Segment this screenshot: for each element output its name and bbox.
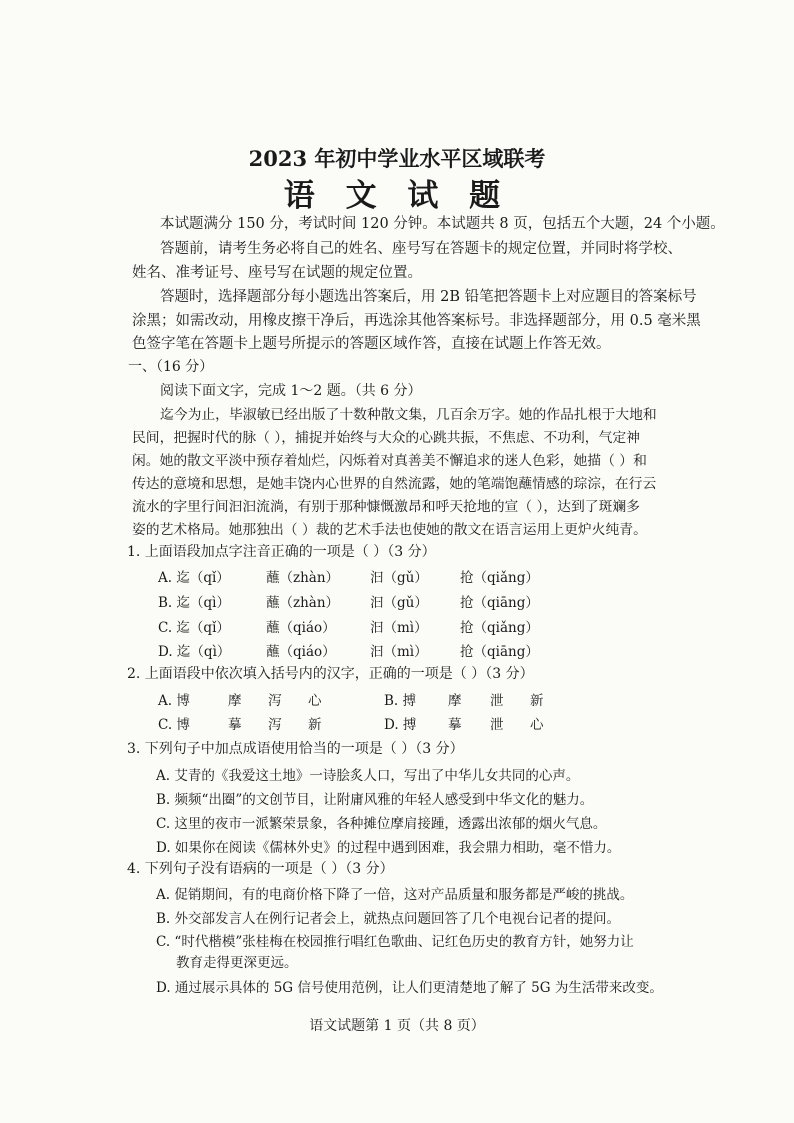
option-item: 摩 (448, 693, 462, 709)
option-item: 蘸（zhàn） (266, 570, 340, 586)
option-item: 抢（qiǎng） (460, 620, 539, 636)
option-item: B. 搏 (384, 693, 417, 709)
instruction-line: 答题前，请考生务必将自己的姓名、座号写在答题卡的规定位置，并同时将学校、 (160, 241, 682, 257)
instruction-line: 本试题满分 150 分，考试时间 120 分钟。本试题共 8 页，包括五个大题，24 个小题。 (160, 216, 725, 232)
question-stem: 2. 上面语段中依次填入括号内的汉字，正确的一项是（ ）（3 分） (127, 666, 534, 682)
instruction-line: 色签字笔在答题卡上题号所提示的答题区域作答，直接在试题上作答无效。 (132, 336, 611, 352)
option-item: D. 搏 (384, 717, 417, 733)
exam-title: 2023 年初中学业水平区域联考 (248, 146, 546, 171)
instruction-line: 涂黑；如需改动，用橡皮擦干净后，再选涂其他答案标号。非选择题部分，用 0.5 毫米黑 (132, 313, 701, 329)
exam-subject-title: 语 文 试 题 (283, 178, 511, 214)
option-item: A. 促销期间，有的电商价格下降了一倍，这对产品质量和服务都是严峻的挑战。 (156, 887, 634, 903)
option-item: C. 博 (158, 717, 190, 733)
option-item: 泻 (268, 717, 282, 733)
page-footer: 语文试题第 1 页（共 8 页） (309, 1018, 485, 1034)
option-item: 新 (530, 693, 544, 709)
option-item: 摩 (228, 693, 242, 709)
option-item: 心 (530, 717, 544, 733)
option-item: 泄 (490, 693, 504, 709)
section-heading: 一、（16 分） (128, 359, 214, 375)
option-item: 泻 (268, 693, 282, 709)
option-item: 抢（qiǎng） (460, 570, 539, 586)
question-stem: 4. 下列句子没有语病的一项是（ ）（3 分） (127, 861, 394, 877)
option-item: 汩（mì） (370, 644, 428, 660)
option-item: 蘸（qiáo） (266, 644, 336, 660)
passage-line: 传达的意境和思想，是她丰饶内心世界的自然流露，她的笔端饱蘸情感的琮淙，在行云 (132, 476, 657, 492)
option-item: B. 频频“出圈”的文创节目，让附庸风雅的年轻人感受到中华文化的魅力。 (156, 792, 594, 808)
option-item: D. 通过展示具体的 5G 信号使用范例，让人们更清楚地了解了 5G 为生活带来改变。 (156, 980, 663, 996)
question-stem: 1. 上面语段加点字注音正确的一项是（ ）（3 分） (127, 544, 436, 560)
option-item: A. 艾青的《我爱这土地》一诗脍炙人口，写出了中华儿女共同的心声。 (156, 768, 580, 784)
option-item: 蘸（qiáo） (266, 620, 336, 636)
option-item: 摹 (448, 717, 462, 733)
option-item: 抢（qiāng） (460, 595, 539, 611)
option-item: 汩（mì） (370, 620, 428, 636)
option-item: 汩（gǔ） (370, 570, 428, 586)
instruction-line: 姓名、准考证号、座号写在试题的规定位置。 (132, 265, 422, 281)
option-item: 心 (308, 693, 322, 709)
passage-line: 姿的艺术格局。她那独出（ ）裁的艺术手法也使她的散文在语言运用上更炉火纯青。 (132, 522, 647, 538)
option-item: 汩（gǔ） (370, 595, 428, 611)
question-stem: 3. 下列句子中加点成语使用恰当的一项是（ ）（3 分） (127, 741, 464, 757)
option-item: D. 如果你在阅读《儒林外史》的过程中遇到困难，我会鼎力相助，毫不惜力。 (156, 840, 621, 856)
option-item: 抢（qiāng） (460, 644, 539, 660)
option-item: 蘸（zhàn） (266, 595, 340, 611)
passage-line: 民间，把握时代的脉（ ），捕捉并始终与大众的心跳共振，不焦虑、不功利，气定神 (132, 430, 640, 446)
option-item: 教育走得更深更远。 (176, 955, 298, 971)
passage-line: 流水的字里行间汩汩流淌，有别于那种慷慨激昂和呼天抢地的宣（ ），达到了斑斓多 (132, 499, 640, 515)
option-label: D. 迄（qì） (158, 644, 231, 660)
option-item: C. “时代楷模”张桂梅在校园推行唱红色歌曲、记红色历史的教育方针，她努力让 (156, 934, 634, 950)
option-label: A. 迄（qǐ） (158, 570, 230, 586)
option-item: C. 这里的夜市一派繁荣景象，各种摊位摩肩接踵，透露出浓郁的烟火气息。 (156, 816, 607, 832)
reading-intro: 阅读下面文字，完成 1～2 题。（共 6 分） (160, 383, 422, 399)
option-item: A. 博 (158, 693, 190, 709)
option-item: 摹 (228, 717, 242, 733)
option-label: C. 迄（qǐ） (158, 620, 230, 636)
passage-line: 迄今为止，毕淑敏已经出版了十数种散文集，几百余万字。她的作品扎根于大地和 (160, 407, 657, 423)
passage-line: 闲。她的散文平淡中预存着灿烂，闪烁着对真善美不懈追求的迷人色彩，她描（ ）和 (132, 453, 647, 469)
option-item: 泄 (490, 717, 504, 733)
option-item: B. 外交部发言人在例行记者会上，就热点问题回答了几个电视台记者的提问。 (156, 911, 621, 927)
option-label: B. 迄（qì） (158, 595, 230, 611)
option-item: 新 (308, 717, 322, 733)
instruction-line: 答题时，选择题部分每小题选出答案后，用 2B 铅笔把答题卡上对应题目的答案标号 (160, 289, 697, 305)
